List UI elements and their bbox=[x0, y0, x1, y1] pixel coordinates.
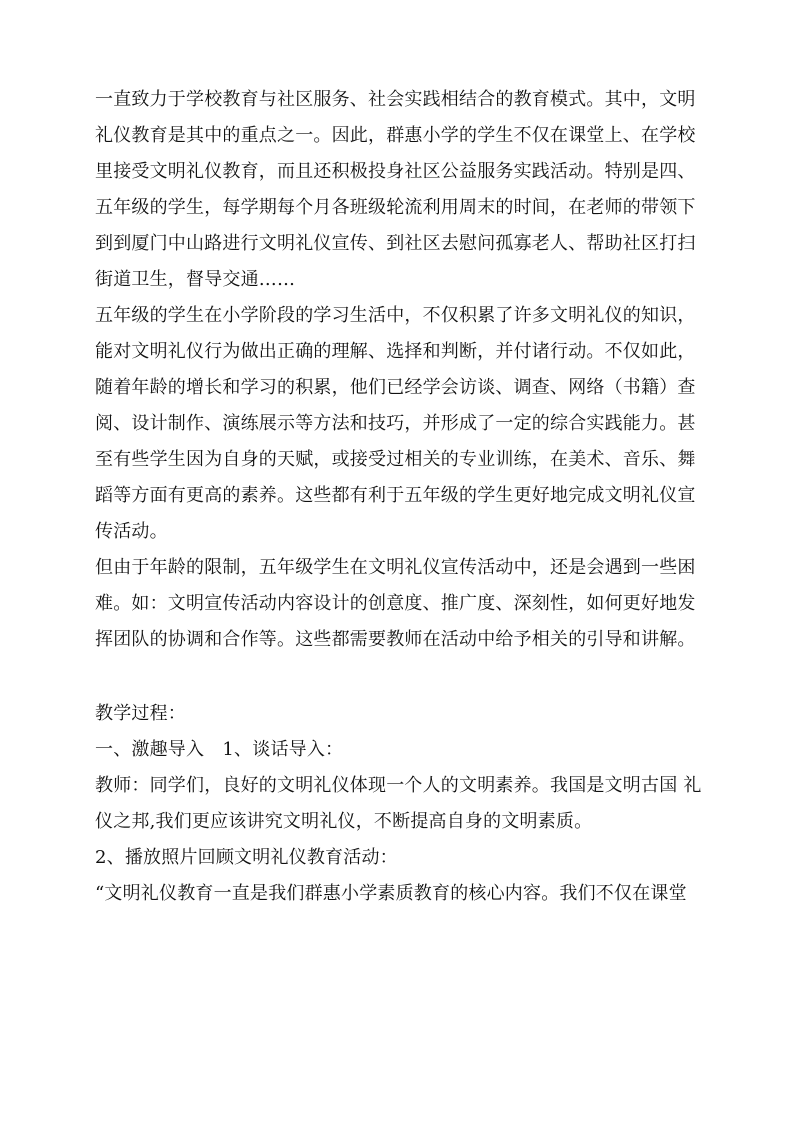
paragraph-line: 难。如：文明宣传活动内容设计的创意度、推广度、深刻性，如何更好地发 bbox=[95, 593, 696, 614]
paragraph-line: 五年级的学生，每学期每个月各班级轮流利用周末的时间，在老师的带领下 bbox=[95, 197, 696, 218]
section-heading: 2、播放照片回顾文明礼仪教育活动： bbox=[95, 847, 398, 868]
paragraph-line: 教师：同学们，良好的文明礼仪体现一个人的文明素养。我国是文明古国 礼 bbox=[95, 775, 702, 796]
paragraph-line: 一直致力于学校教育与社区服务、社会实践相结合的教育模式。其中，文明 bbox=[95, 89, 696, 110]
section-heading: 一、激趣导入 1、谈话导入： bbox=[95, 739, 344, 760]
paragraph-line: 礼仪教育是其中的重点之一。因此，群惠小学的学生不仅在课堂上、在学校 bbox=[95, 125, 696, 146]
paragraph-line: 能对文明礼仪行为做出正确的理解、选择和判断，并付诸行动。不仅如此， bbox=[95, 341, 696, 362]
paragraph-line: 仪之邦,我们更应该讲究文明礼仪，不断提高自身的文明素质。 bbox=[95, 811, 593, 832]
paragraph-line: 里接受文明礼仪教育，而且还积极投身社区公益服务实践活动。特别是四、 bbox=[95, 161, 696, 182]
paragraph-line: “文明礼仪教育一直是我们群惠小学素质教育的核心内容。我们不仅在课堂 bbox=[95, 883, 687, 904]
paragraph-line: 传活动。 bbox=[95, 521, 168, 542]
paragraph-line: 蹈等方面有更高的素养。这些都有利于五年级的学生更好地完成文明礼仪宣 bbox=[95, 485, 696, 506]
paragraph-line: 街道卫生，督导交通…… bbox=[95, 269, 296, 290]
paragraph-line: 五年级的学生在小学阶段的学习生活中，不仅积累了许多文明礼仪的知识， bbox=[95, 305, 696, 326]
section-heading: 教学过程： bbox=[95, 703, 186, 724]
paragraph-line: 随着年龄的增长和学习的积累，他们已经学会访谈、调查、网络（书籍）查 bbox=[95, 377, 696, 398]
paragraph-line: 挥团队的协调和合作等。这些都需要教师在活动中给予相关的引导和讲解。 bbox=[95, 629, 696, 650]
paragraph-line: 到到厦门中山路进行文明礼仪宣传、到社区去慰问孤寡老人、帮助社区打扫 bbox=[95, 233, 696, 254]
paragraph-line: 至有些学生因为自身的天赋，或接受过相关的专业训练，在美术、音乐、舞 bbox=[95, 449, 696, 470]
paragraph-line: 但由于年龄的限制，五年级学生在文明礼仪宣传活动中，还是会遇到一些困 bbox=[95, 557, 696, 578]
paragraph-line: 阅、设计制作、演练展示等方法和技巧，并形成了一定的综合实践能力。甚 bbox=[95, 413, 696, 434]
